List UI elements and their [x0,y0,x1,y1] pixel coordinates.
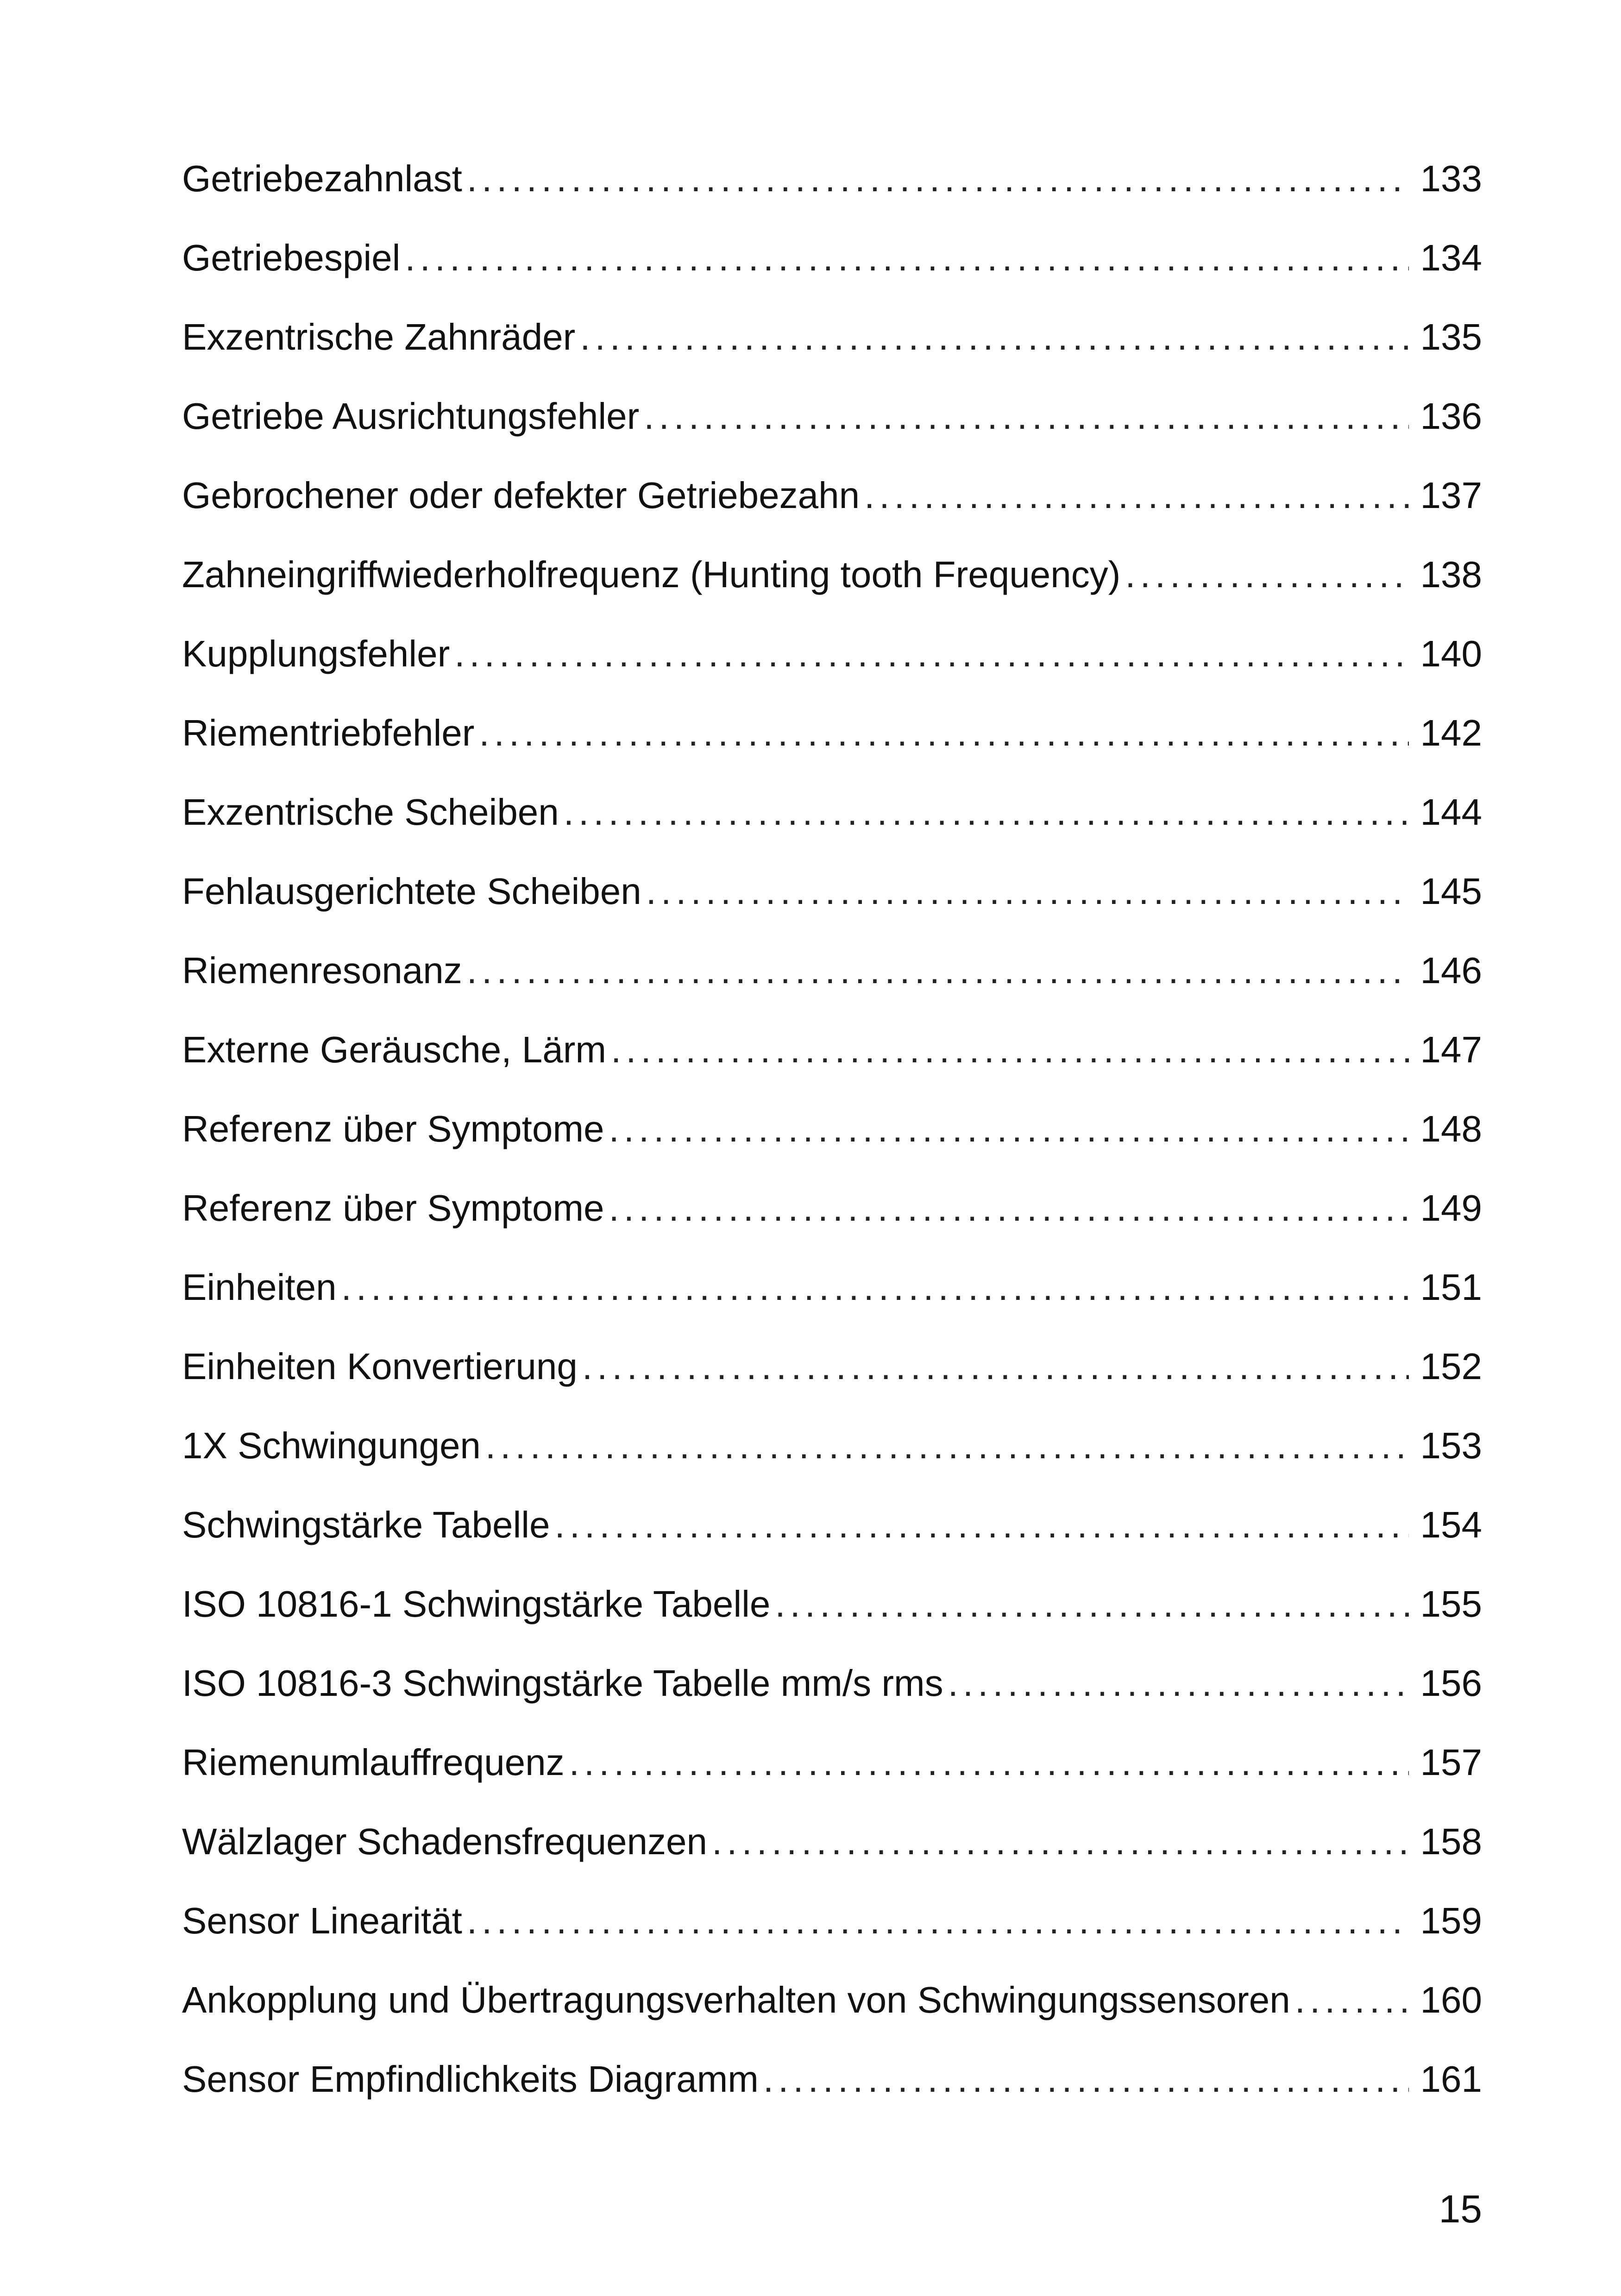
toc-entry-page: 136 [1420,395,1482,437]
toc-entry-title: Zahneingriffwiederholfrequenz (Hunting tooth Frequency) [182,554,1121,595]
toc-leader-dots [1125,535,1409,614]
toc-entry[interactable] [182,693,1482,772]
toc-entry-page: 146 [1420,950,1482,991]
toc-entry-title: Wälzlager Schadensfrequenzen [182,1821,708,1862]
toc-leader-dots [644,376,1409,456]
toc-entry[interactable] [182,931,1482,1010]
toc-entry-title: Riementriebfehler [182,712,475,753]
toc-entry-title: Einheiten Konvertierung [182,1346,578,1387]
toc-entry[interactable] [182,1881,1482,1960]
toc-entry-page: 140 [1420,633,1482,674]
toc-entry-title: Externe Geräusche, Lärm [182,1029,606,1070]
toc-entry-page: 137 [1420,475,1482,516]
toc-entry[interactable] [182,1168,1482,1248]
toc-entry-title: Schwingstärke Tabelle [182,1504,550,1545]
toc-entry-page: 147 [1420,1029,1482,1070]
table-of-contents [182,139,1482,2119]
toc-entry-page: 152 [1420,1346,1482,1387]
toc-leader-dots [467,139,1409,218]
toc-leader-dots [569,1723,1409,1802]
toc-leader-dots [405,218,1409,297]
toc-entry[interactable] [182,1089,1482,1168]
toc-leader-dots [609,1168,1409,1248]
toc-entry-title: ISO 10816-3 Schwingstärke Tabelle mm/s rms [182,1662,943,1704]
toc-entry[interactable] [182,1406,1482,1485]
toc-entry-title: Exzentrische Zahnräder [182,316,576,358]
toc-entry-page: 157 [1420,1742,1482,1783]
toc-entry[interactable] [182,376,1482,456]
toc-entry[interactable] [182,139,1482,218]
toc-entry-page: 156 [1420,1662,1482,1704]
toc-entry[interactable] [182,456,1482,535]
toc-entry-page: 159 [1420,1900,1482,1941]
page-number: 15 [1439,2187,1482,2231]
toc-entry-title: Referenz über Symptome [182,1108,604,1149]
toc-leader-dots [467,931,1409,1010]
toc-entry[interactable] [182,2039,1482,2119]
toc-entry-title: Getriebespiel [182,237,401,278]
toc-leader-dots [1295,1960,1409,2039]
toc-leader-dots [775,1564,1409,1644]
toc-entry[interactable] [182,1010,1482,1089]
toc-entry-page: 153 [1420,1425,1482,1466]
toc-entry[interactable] [182,218,1482,297]
toc-leader-dots [341,1248,1409,1327]
toc-entry-page: 161 [1420,2058,1482,2100]
toc-entry-page: 145 [1420,871,1482,912]
toc-entry[interactable] [182,614,1482,693]
toc-entry[interactable] [182,297,1482,376]
toc-entry-title: Exzentrische Scheiben [182,791,559,833]
toc-entry-page: 138 [1420,554,1482,595]
toc-entry[interactable] [182,1644,1482,1723]
toc-entry[interactable] [182,1485,1482,1564]
toc-entry[interactable] [182,852,1482,931]
toc-entry[interactable] [182,535,1482,614]
toc-entry-title: Fehlausgerichtete Scheiben [182,871,641,912]
toc-leader-dots [564,772,1409,852]
toc-entry-page: 144 [1420,791,1482,833]
toc-leader-dots [609,1089,1409,1168]
toc-entry-page: 133 [1420,158,1482,199]
toc-leader-dots [454,614,1409,693]
toc-entry-title: Ankopplung und Übertragungsverhalten von Schwingungssensoren [182,1979,1290,2020]
toc-entry-page: 155 [1420,1583,1482,1625]
toc-entry-page: 134 [1420,237,1482,278]
toc-leader-dots [467,1881,1409,1960]
toc-entry[interactable] [182,1802,1482,1881]
toc-entry[interactable] [182,1960,1482,2039]
toc-entry-title: ISO 10816-1 Schwingstärke Tabelle [182,1583,771,1625]
toc-leader-dots [582,1327,1409,1406]
toc-entry-page: 148 [1420,1108,1482,1149]
toc-entry[interactable] [182,772,1482,852]
toc-entry-page: 149 [1420,1187,1482,1229]
toc-leader-dots [864,456,1409,535]
toc-entry[interactable] [182,1248,1482,1327]
toc-leader-dots [948,1644,1409,1723]
toc-entry-title: Einheiten [182,1267,337,1308]
toc-entry-title: Sensor Empfindlichkeits Diagramm [182,2058,759,2100]
toc-entry-title: Riemenresonanz [182,950,462,991]
toc-entry-title: 1X Schwingungen [182,1425,481,1466]
toc-entry-page: 142 [1420,712,1482,753]
toc-entry[interactable] [182,1723,1482,1802]
toc-leader-dots [646,852,1409,931]
toc-leader-dots [555,1485,1409,1564]
toc-entry-title: Getriebe Ausrichtungsfehler [182,395,640,437]
toc-entry[interactable] [182,1327,1482,1406]
toc-entry-title: Gebrochener oder defekter Getriebezahn [182,475,860,516]
toc-entry-title: Referenz über Symptome [182,1187,604,1229]
toc-entry-title: Riemenumlauffrequenz [182,1742,565,1783]
toc-leader-dots [712,1802,1409,1881]
toc-leader-dots [479,693,1409,772]
toc-entry-page: 154 [1420,1504,1482,1545]
toc-leader-dots [485,1406,1409,1485]
toc-entry-title: Kupplungsfehler [182,633,450,674]
toc-leader-dots [611,1010,1409,1089]
toc-entry-page: 135 [1420,316,1482,358]
toc-leader-dots [763,2039,1409,2119]
toc-entry-page: 158 [1420,1821,1482,1862]
toc-entry[interactable] [182,1564,1482,1644]
toc-entry-title: Sensor Linearität [182,1900,462,1941]
toc-entry-page: 160 [1420,1979,1482,2020]
toc-entry-title: Getriebezahnlast [182,158,462,199]
toc-leader-dots [580,297,1409,376]
toc-entry-page: 151 [1420,1267,1482,1308]
